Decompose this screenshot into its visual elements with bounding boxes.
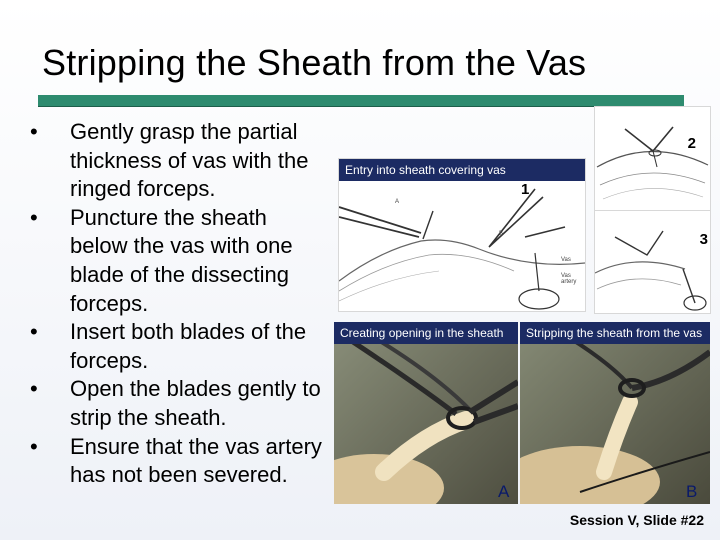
illustration-label-b: B	[499, 231, 504, 237]
illustration-step-1	[338, 158, 586, 312]
illustration-step-1-drawing	[339, 159, 585, 311]
photo-a-illustration	[334, 322, 518, 504]
photo-letter-a: A	[498, 482, 510, 501]
bullet-item: • Insert both blades of the forceps.	[30, 318, 330, 375]
bullet-item: • Gently grasp the partial thickness of vas with the ringed forceps.	[30, 118, 330, 204]
step-number-1: 1	[521, 181, 530, 198]
bullet-item: • Open the blades gently to strip the sheath.	[30, 375, 330, 432]
illustration-step-3	[594, 210, 711, 314]
illustration-step-2-drawing	[595, 107, 710, 211]
step-number-3: 3	[699, 231, 708, 248]
illustration-label-vas-artery: Vas artery	[561, 273, 577, 285]
photo-stripping-sheath	[520, 322, 710, 504]
illustration-step-3-drawing	[595, 211, 710, 313]
slide-title: Stripping the Sheath from the Vas	[42, 42, 587, 83]
photo-b-illustration	[520, 322, 710, 504]
illustration-label-vas: Vas	[561, 257, 571, 263]
bullet-item: • Ensure that the vas artery has not been severed.	[30, 433, 330, 490]
photo-caption-a: Creating opening in the sheath	[334, 322, 518, 344]
photo-letter-b: B	[686, 482, 698, 501]
illustration-label-a: A	[395, 199, 400, 205]
photo-caption-b: Stripping the sheath from the vas	[520, 322, 710, 344]
title-divider	[38, 95, 684, 107]
bullet-item: • Puncture the sheath below the vas with one blade of the dissecting forceps.	[30, 204, 330, 318]
bullet-list	[30, 118, 330, 490]
step-number-2: 2	[687, 135, 696, 152]
illustration-step-2	[594, 106, 711, 212]
photo-creating-opening	[334, 322, 518, 504]
illustration-caption: Entry into sheath covering vas	[339, 159, 585, 181]
slide-reference: Session V, Slide #22	[569, 512, 704, 528]
